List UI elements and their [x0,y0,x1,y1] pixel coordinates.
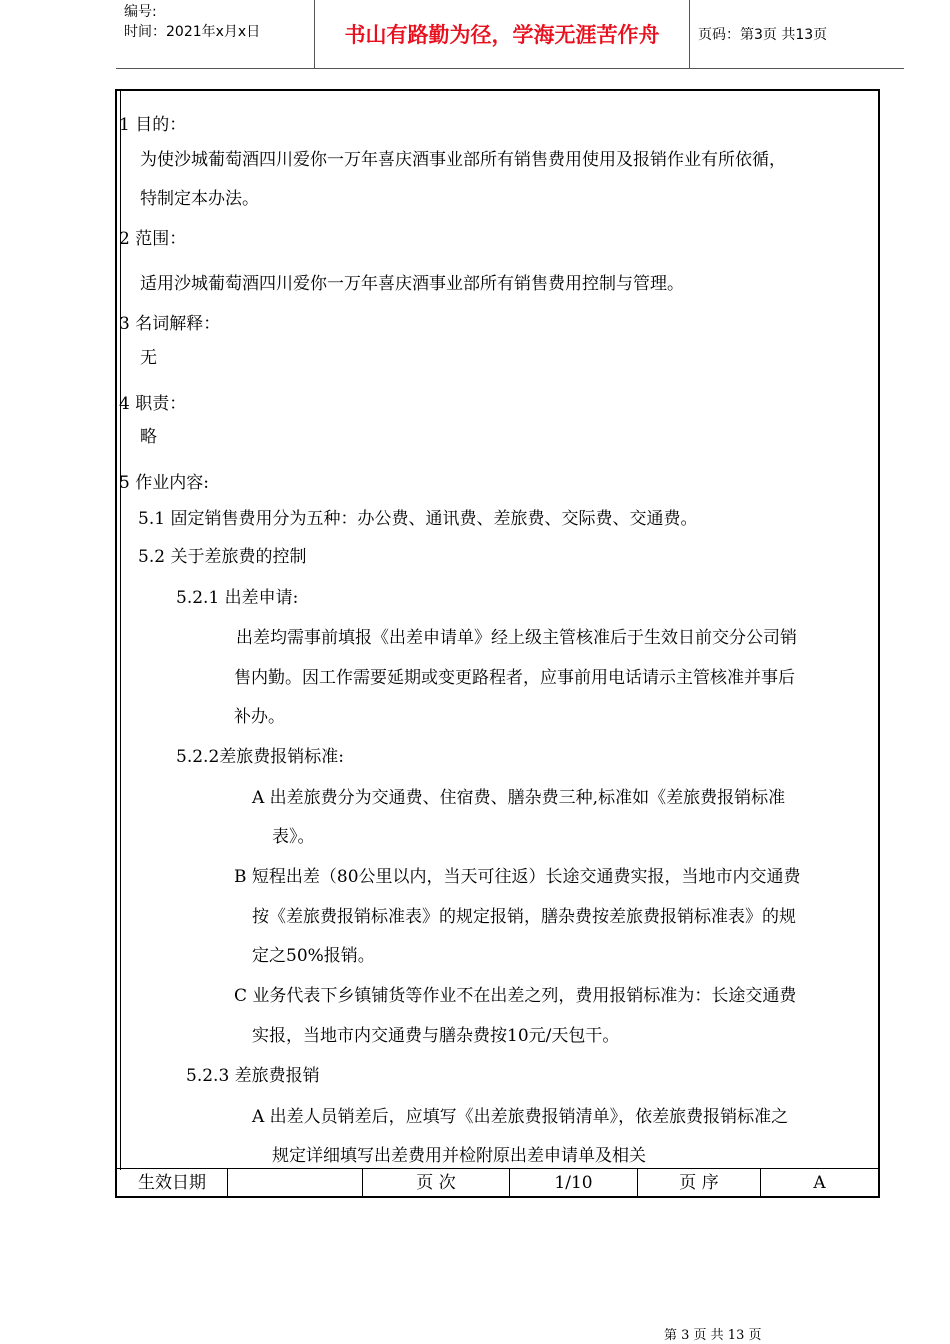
effective-date-label: 生效日期 [117,1169,228,1197]
section-1-text-line-2: 特制定本办法。 [140,189,259,209]
section-2-text: 适用沙城葡萄酒四川爱你一万年喜庆酒事业部所有销售费用控制与管理。 [140,274,684,294]
document-time: 时间：2021年x月x日 [124,24,261,40]
page-sequence-label: 页 序 [638,1169,761,1197]
section-5-2-2-a-line-1: A 出差旅费分为交通费、住宿费、膳杂费三种,标准如《差旅费报销标准 [252,788,786,808]
header-page-info: 页码：第3页 共13页 [698,27,828,43]
header-motto: 书山有路勤为径，学海无涯苦作舟 [314,0,690,68]
section-5-2-2-b-line-2: 按《差旅费报销标准表》的规定报销，膳杂费按差旅费报销标准表》的规 [252,907,796,927]
section-5-2-1-line-1: 出差均需事前填报《出差申请单》经上级主管核准后于生效日前交分公司销 [236,628,797,648]
page-sequence-value: A [813,1173,826,1193]
section-4-text: 略 [140,427,157,447]
section-3-title: 3 名词解释： [119,314,221,334]
page-header [116,0,904,69]
section-5-2-1-title: 5.2.1 出差申请: [176,588,299,608]
section-2-title: 2 范围： [119,229,187,249]
section-5-2-2-b-line-1: B 短程出差（80公里以内，当天可往返）长途交通费实报，当地市内交通费 [234,867,801,887]
effective-date-value [228,1169,363,1197]
section-5-2-2-a-line-2: 表》。 [272,827,315,847]
section-5-2-1-line-2: 售内勤。因工作需要延期或变更路程者，应事前用电话请示主管核准并事后 [234,668,795,688]
document-frame [115,89,880,1198]
section-5-2-3-a-line-2: 规定详细填写出差费用并检附原出差申请单及相关 [272,1146,646,1166]
document-number-label: 编号: [124,4,157,20]
section-5-2-1-line-3: 补办。 [234,707,285,727]
section-4-title: 4 职责： [119,394,187,414]
document-control-table [117,1168,878,1197]
section-5-1: 5.1 固定销售费用分为五种：办公费、通讯费、差旅费、交际费、交通费。 [138,509,698,529]
section-3-text: 无 [140,348,157,368]
frame-inner-rule [120,91,121,1170]
section-5-2-3-title: 5.2.3 差旅费报销 [186,1066,320,1086]
section-5-2-2-c-line-1: C 业务代表下乡镇铺货等作业不在出差之列，费用报销标准为：长途交通费 [234,986,797,1006]
section-5-2-2-title: 5.2.2差旅费报销标准: [176,747,344,767]
section-1-title: 1 目的： [119,115,187,135]
page-footer-number: 第 3 页 共 13 页 [664,1328,762,1343]
section-5-title: 5 作业内容: [119,473,209,493]
section-5-2-3-a-line-1: A 出差人员销差后，应填写《出差旅费报销清单》，依差旅费报销标准之 [252,1107,789,1127]
page-number-label: 页 次 [363,1169,510,1197]
section-5-2-2-c-line-2: 实报，当地市内交通费与膳杂费按10元/天包干。 [252,1026,620,1046]
header-meta [116,0,314,68]
page-number-value: 1/10 [510,1169,638,1197]
section-5-2-2-b-line-3: 定之50%报销。 [252,946,375,966]
section-5-2: 5.2 关于差旅费的控制 [138,547,307,567]
section-1-text-line-1: 为使沙城葡萄酒四川爱你一万年喜庆酒事业部所有销售费用使用及报销作业有所依循， [140,150,786,170]
